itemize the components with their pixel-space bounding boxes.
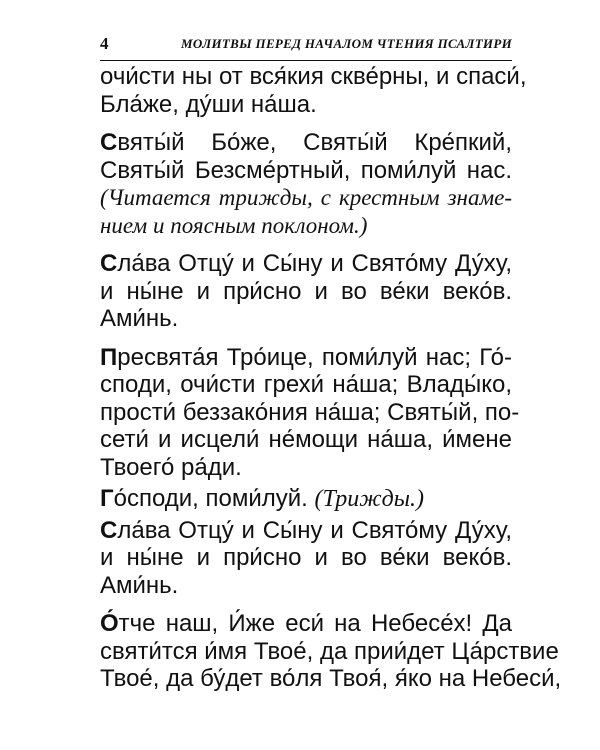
text-line: Ами́нь. [100, 305, 179, 332]
rubric-note: (Трижды.) [314, 486, 424, 512]
paragraph-continuation [100, 63, 527, 118]
text-line [100, 344, 512, 372]
text-line: Святы́й Безсме́ртный, поми́луй нас. [100, 156, 512, 184]
line-text: ла́ва Отцу́ и Сы́ну и Свято́му Ду́ху, [117, 250, 512, 277]
text-line [100, 250, 512, 278]
text-line: и ны́не и при́сно и во ве́ки веко́в. [100, 277, 512, 305]
text-line: святи́тся и́мя Твое́, да прии́дет Ца́рствие [100, 637, 559, 665]
text-line: споди, очи́сти грехи́ на́ша; Влады́ко, [100, 371, 512, 398]
paragraph-trisagion [100, 129, 512, 239]
page-number: 4 [100, 34, 109, 53]
text-line: и ны́не и при́сно и во ве́ки веко́в. [100, 544, 512, 571]
text-line: сети́ и исцели́ не́мощи на́ша, и́мене [100, 426, 512, 453]
text-line [100, 610, 512, 638]
line-text: о́споди, поми́луй. [113, 485, 308, 512]
drop-letter: П [100, 343, 118, 371]
text-line [100, 485, 512, 513]
paragraph-glory-2 [100, 517, 512, 600]
text-line: Твое́, да бу́дет во́ля Твоя́, я́ко на Небеси́, [100, 665, 562, 692]
line-text: ла́ва Отцу́ и Сы́ну и Свято́му Ду́ху, [117, 516, 512, 544]
text-line [100, 129, 512, 157]
running-title: МОЛИТВЫ ПЕРЕД НАЧАЛОМ ЧТЕНИЯ ПСАЛТИРИ [181, 36, 512, 51]
line-text: вяты́й Бо́же, Святы́й Кре́пкий, [117, 129, 512, 156]
text-line: Бла́же, ду́ши на́ша. [100, 90, 317, 118]
drop-letter: С [100, 250, 118, 277]
rubric-line: (Читается трижды, с крестным знаме- [100, 185, 512, 210]
paragraph-lord-have-mercy [100, 485, 512, 513]
paragraph-glory [100, 250, 512, 333]
drop-letter: С [100, 129, 118, 156]
text-line: прости́ беззако́ния на́ша; Святы́й, по- [100, 398, 520, 426]
drop-letter: О́ [100, 610, 119, 637]
line-text: тче наш, И́же еси́ на Небесе́х! Да [118, 610, 512, 637]
drop-letter: С [100, 516, 118, 544]
text-line [100, 517, 512, 545]
paragraph-our-father [100, 610, 562, 693]
text-line: Ами́нь. [100, 571, 179, 599]
rubric-line: нием и поясным поклоном.) [100, 212, 368, 238]
text-line: Твоего́ ра́ди. [100, 453, 242, 481]
paragraph-holy-trinity [100, 343, 520, 482]
drop-letter: Г [100, 485, 114, 512]
header-rule [100, 60, 512, 61]
line-text: ресвята́я Тро́ице, поми́луй нас; Го́- [117, 343, 512, 371]
text-line: очи́сти ны от вся́кия скве́рны, и спаси́, [100, 63, 527, 90]
prayer-text [100, 63, 562, 693]
